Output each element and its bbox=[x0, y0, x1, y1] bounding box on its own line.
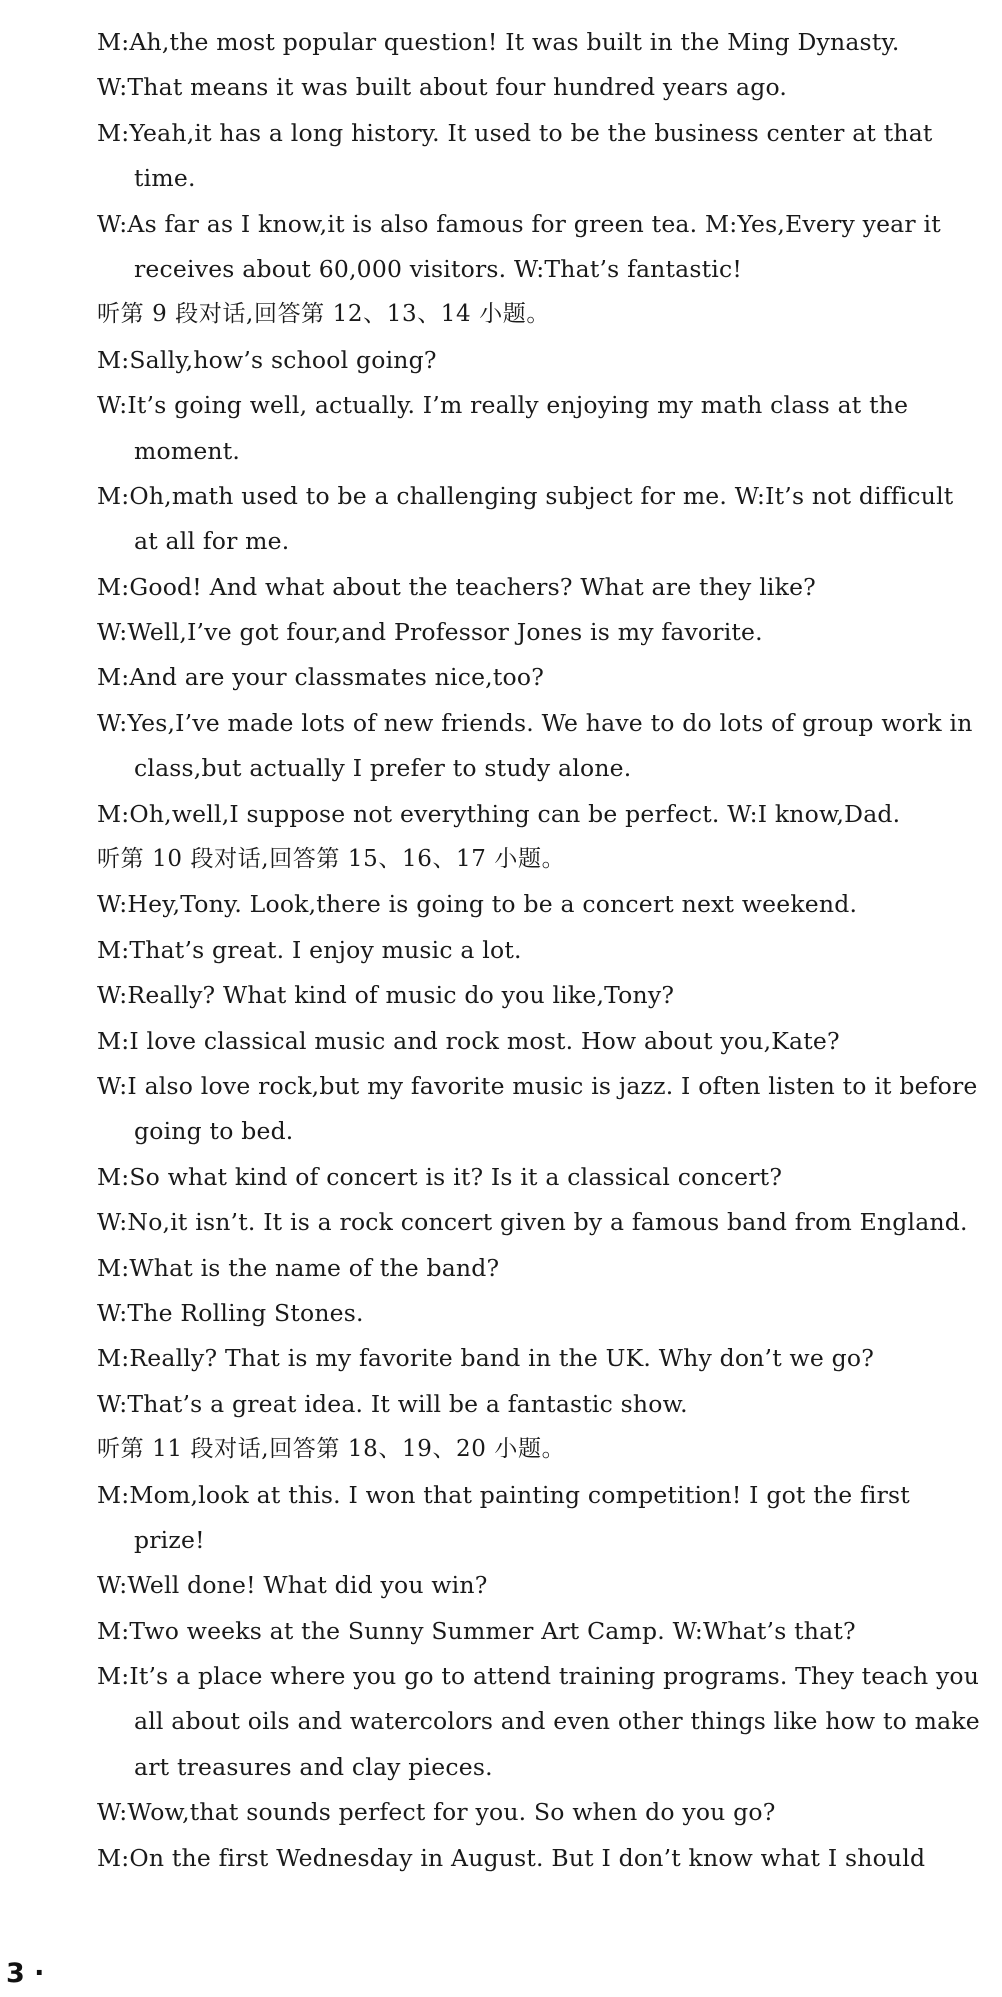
dialogue-continuation-line: art treasures and clay pieces. bbox=[134, 1752, 493, 1781]
dialogue-line: W:Well,I’ve got four,and Professor Jones is my favorite. bbox=[97, 618, 763, 647]
dialogue-line: W:I also love rock,but my favorite music is jazz. I often listen to it before bbox=[97, 1071, 978, 1100]
dialogue-line: M:Oh,math used to be a challenging subject for me. W:It’s not difficult bbox=[97, 481, 954, 510]
dialogue-line: M:Mom,look at this. I won that painting competition! I got the first bbox=[97, 1480, 910, 1509]
dialogue-line: M:Two weeks at the Sunny Summer Art Camp. W:What’s that? bbox=[97, 1616, 856, 1645]
dialogue-continuation-line: receives about 60,000 visitors. W:That’s fantastic! bbox=[134, 254, 742, 283]
dialogue-line: W:Wow,that sounds perfect for you. So when do you go? bbox=[97, 1798, 776, 1827]
section-heading: 听第 9 段对话,回答第 12、13、14 小题。 bbox=[97, 301, 550, 328]
dialogue-line: W:Really? What kind of music do you like,Tony? bbox=[97, 981, 675, 1010]
section-heading: 听第 11 段对话,回答第 18、19、20 小题。 bbox=[97, 1436, 566, 1463]
transcript-body bbox=[97, 20, 980, 1881]
dialogue-line: M:Sally,how’s school going? bbox=[97, 345, 437, 374]
dialogue-line: M:I love classical music and rock most. How about you,Kate? bbox=[97, 1026, 840, 1055]
dialogue-line: W:Yes,I’ve made lots of new friends. We have to do lots of group work in bbox=[97, 708, 973, 737]
dialogue-line: W:Well done! What did you win? bbox=[97, 1571, 488, 1600]
dialogue-line: W:That means it was built about four hundred years ago. bbox=[97, 73, 788, 102]
dialogue-continuation-line: going to bed. bbox=[134, 1117, 294, 1146]
dialogue-line: M:And are your classmates nice,too? bbox=[97, 663, 544, 692]
dialogue-continuation-line: time. bbox=[134, 164, 196, 193]
dialogue-line: M:What is the name of the band? bbox=[97, 1253, 500, 1282]
dialogue-line: W:It’s going well, actually. I’m really enjoying my math class at the bbox=[97, 391, 909, 420]
dialogue-line: M:Oh,well,I suppose not everything can be perfect. W:I know,Dad. bbox=[97, 799, 901, 828]
dialogue-line: M:Good! And what about the teachers? What are they like? bbox=[97, 572, 816, 601]
dialogue-continuation-line: class,but actually I prefer to study alone. bbox=[134, 754, 632, 783]
dialogue-line: W:As far as I know,it is also famous for green tea. M:Yes,Every year it bbox=[97, 209, 941, 238]
dialogue-continuation-line: prize! bbox=[134, 1525, 205, 1554]
dialogue-line: M:So what kind of concert is it? Is it a classical concert? bbox=[97, 1162, 783, 1191]
dialogue-line: M:It’s a place where you go to attend training programs. They teach you bbox=[97, 1662, 980, 1691]
page-number: 3 · bbox=[6, 1958, 45, 1989]
dialogue-line: M:Really? That is my favorite band in the UK. Why don’t we go? bbox=[97, 1344, 874, 1373]
dialogue-line: M:That’s great. I enjoy music a lot. bbox=[97, 935, 522, 964]
dialogue-line: W:The Rolling Stones. bbox=[97, 1298, 364, 1327]
section-heading: 听第 10 段对话,回答第 15、16、17 小题。 bbox=[97, 846, 566, 873]
dialogue-line: W:No,it isn’t. It is a rock concert given by a famous band from England. bbox=[97, 1208, 968, 1237]
dialogue-line: W:That’s a great idea. It will be a fantastic show. bbox=[97, 1389, 688, 1418]
dialogue-line: M:Ah,the most popular question! It was built in the Ming Dynasty. bbox=[97, 28, 900, 56]
dialogue-line: W:Hey,Tony. Look,there is going to be a concert next weekend. bbox=[97, 890, 858, 919]
dialogue-line: M:Yeah,it has a long history. It used to be the business center at that bbox=[97, 118, 933, 147]
dialogue-line: M:On the first Wednesday in August. But I don’t know what I should bbox=[97, 1843, 926, 1872]
dialogue-continuation-line: at all for me. bbox=[134, 527, 290, 556]
dialogue-continuation-line: all about oils and watercolors and even other things like how to make bbox=[134, 1707, 980, 1736]
dialogue-continuation-line: moment. bbox=[134, 436, 241, 465]
